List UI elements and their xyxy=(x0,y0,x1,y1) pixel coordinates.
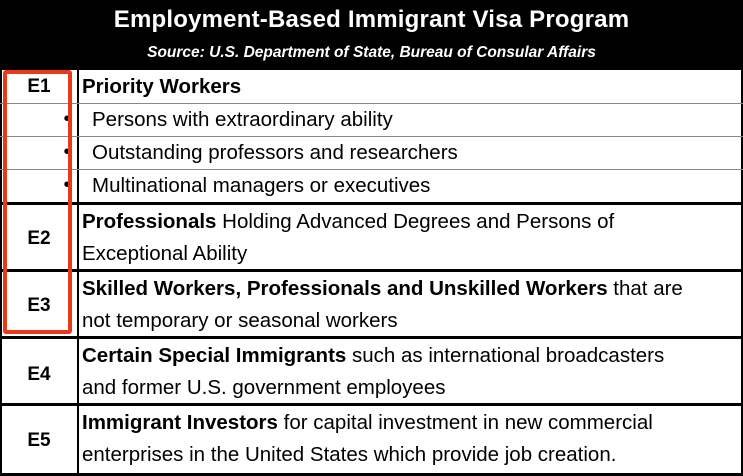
table-body xyxy=(0,70,743,476)
code-e2: E2 xyxy=(27,228,51,249)
e4-bold: Certain Special Immigrants xyxy=(82,344,347,367)
e2-rest: Holding Advanced Degrees and Persons of xyxy=(216,210,615,233)
e3-line1 xyxy=(82,272,737,305)
e4-line2: and former U.S. government employees xyxy=(82,376,446,399)
bullet-icon: • xyxy=(63,108,71,130)
e4-line1 xyxy=(82,339,737,372)
e3-bold: Skilled Workers, Professionals and Unskilled Workers xyxy=(82,277,608,300)
bullet-icon: • xyxy=(63,141,71,163)
table-header xyxy=(0,0,743,70)
e2-bold: Professionals xyxy=(82,210,217,233)
e3-rest: that are xyxy=(607,277,683,300)
e2-line2: Exceptional Ability xyxy=(82,242,248,265)
code-e1: E1 xyxy=(27,76,51,97)
e3-line2: not temporary or seasonal workers xyxy=(82,309,398,332)
e5-bold: Immigrant Investors xyxy=(82,411,278,434)
e1-item: Persons with extraordinary ability xyxy=(92,108,393,131)
e2-line1 xyxy=(82,205,737,238)
e1-heading: Priority Workers xyxy=(82,75,242,98)
table-title: Employment-Based Immigrant Visa Program xyxy=(113,6,630,33)
column-divider xyxy=(77,70,79,476)
e5-rest: for capital investment in new commercial xyxy=(277,411,653,434)
left-border xyxy=(0,70,2,476)
e1-item: Outstanding professors and researchers xyxy=(92,141,458,164)
e5-line1 xyxy=(82,406,737,439)
bullet-icon: • xyxy=(63,174,71,196)
code-e4: E4 xyxy=(27,364,51,385)
code-e5: E5 xyxy=(27,430,51,451)
e4-rest: such as international broadcasters xyxy=(346,344,665,367)
table-source: Source: U.S. Department of State, Bureau of Consular Affairs xyxy=(147,44,596,61)
code-e3: E3 xyxy=(27,295,51,316)
e5-line2: enterprises in the United States which provide job creation. xyxy=(82,443,617,466)
e1-item: Multinational managers or executives xyxy=(92,174,431,197)
